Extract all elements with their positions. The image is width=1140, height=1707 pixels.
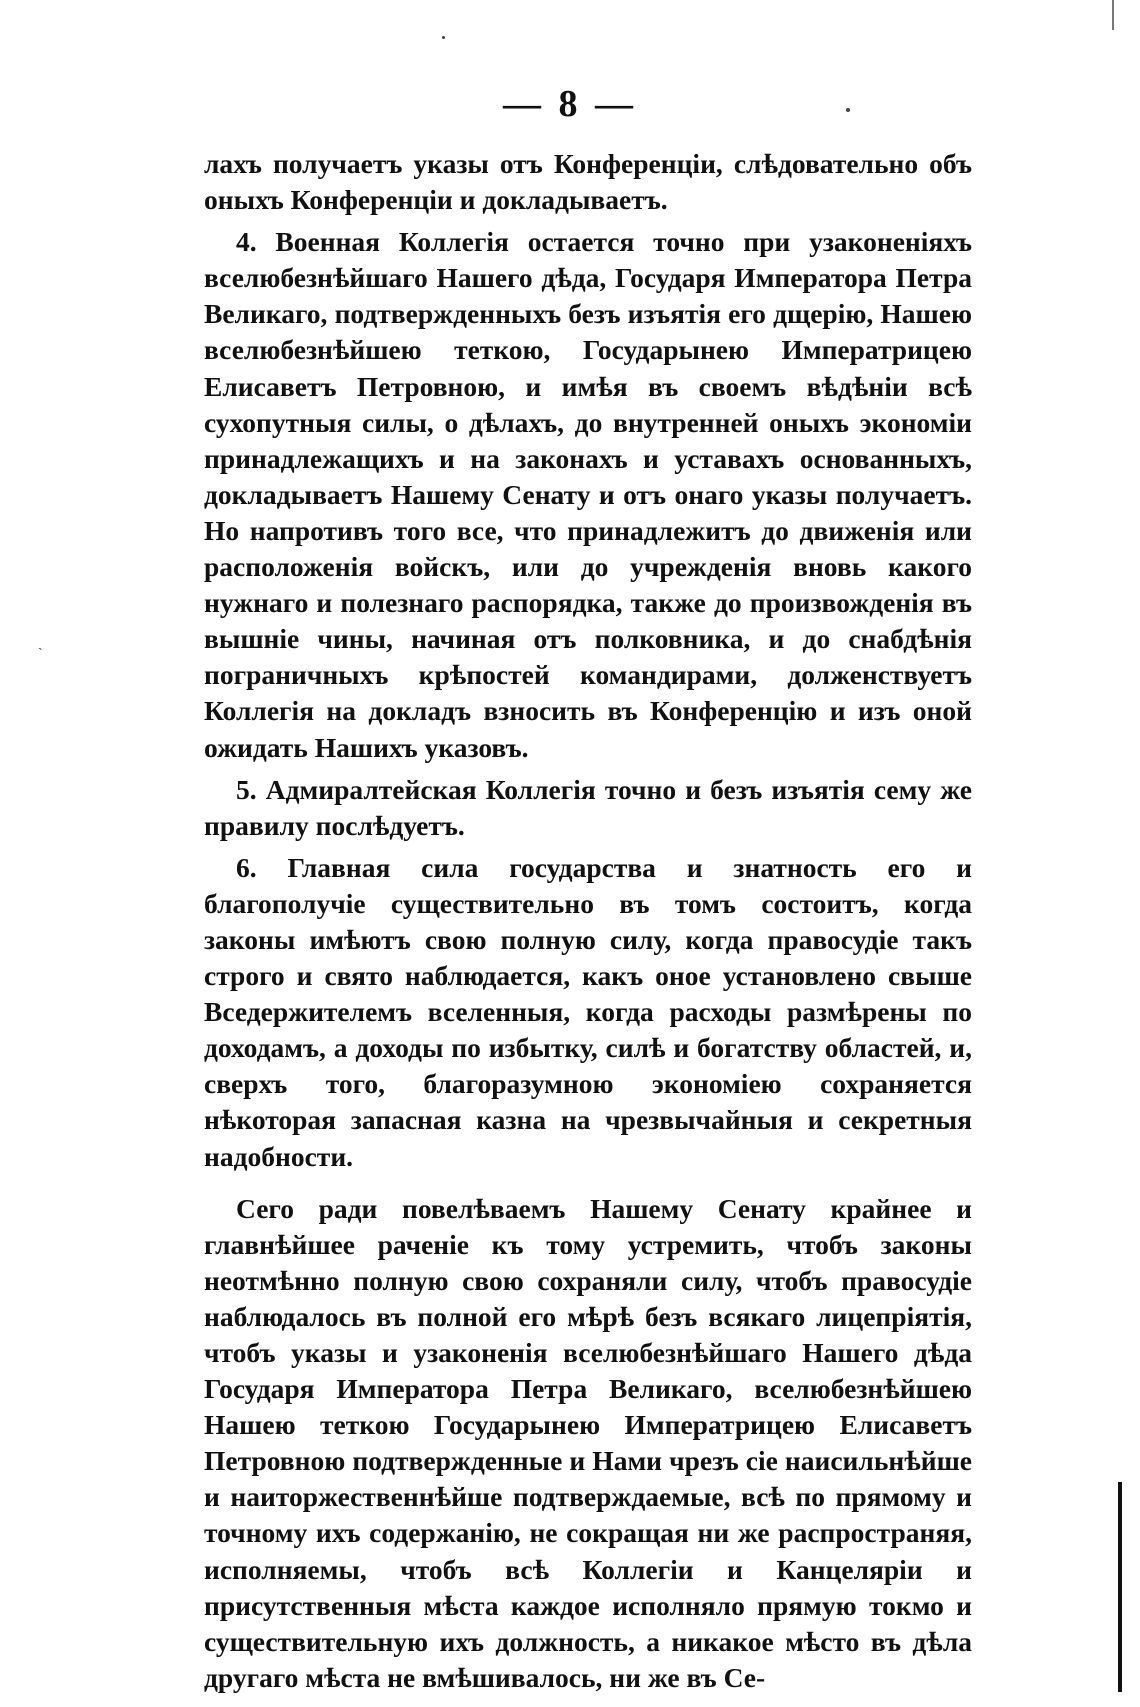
body-text	[204, 146, 972, 1696]
margin-mark: ˏ	[38, 635, 43, 651]
edge-line-top	[1112, 0, 1114, 30]
paragraph-article-5: 5. Адмиралтейская Коллегія точно и безъ изъятія сему же правилу послѣдуетъ.	[204, 773, 972, 841]
edge-line	[1118, 1482, 1122, 1692]
paragraph-article-6: 6. Главная сила государства и знатность его и благополучіе существительно въ томъ состоитъ, когда законы имѣютъ свою полную силу, когда правосудіе такъ строго и свято наблюдается, какъ оное установлено свыше Вседержителемъ вселенныя, когда расходы размѣрены по доходамъ, а доходы по избытку, силѣ и богатству областей, и, сверхъ того, благоразумною экономіею сохраняется нѣкоторая запасная казна на чрезвычайныя и секретныя надобности.	[204, 851, 972, 1172]
paragraph-article-4: 4. Военная Коллегія остается точно при узаконеніяхъ вселюбезнѣйшаго Нашего дѣда, Государя Императора Петра Великаго, подтвержденныхъ безъ изъятія его дщерію, Нашею вселюбезнѣйшею теткою, Государынею Императрицею Елисаветъ Петровною, и имѣя въ своемъ вѣдѣніи всѣ сухопутныя силы, о дѣлахъ, до внутренней оныхъ экономіи принадлежащихъ и на законахъ и уставахъ основанныхъ, докладываетъ Нашему Сенату и отъ онаго указы получаетъ. Но напротивъ того все, что принадлежитъ до движенія или расположенія войскъ, или до учрежденія вновь какого нужнаго и полезнаго распорядка, также до произвожденія въ вышніе чины, начиная отъ полковника, и до снабдѣнія пограничныхъ крѣпостей командирами, долженствуетъ Коллегія на докладъ взносить въ Конференцію и изъ оной ожидать Нашихъ указовъ.	[204, 226, 972, 763]
speck-dot	[846, 108, 850, 112]
paragraph-decree: Сего ради повелѣваемъ Нашему Сенату крайнее и главнѣйшее раченіе къ тому устремить, чтобъ законы неотмѣнно полную свою сохраняли силу, чтобъ правосудіе наблюдалось въ полной его мѣрѣ безъ всякаго лицепріятія, чтобъ указы и узаконенія вселюбезнѣйшаго Нашего дѣда Государя Императора Петра Великаго, вселюбезнѣйшею Нашею теткою Государынею Императрицею Елисаветъ Петровною подтвержденные и Нами чрезъ сіе наисильнѣйше и наиторжественнѣйше подтверждаемые, всѣ по прямому и точному ихъ содержанію, не сокращая ни же распространяя, исполняемы, чтобъ всѣ Коллегіи и Канцеляріи и присутственныя мѣста каждое исполняло прямую токмо и существительную ихъ должность, а никакое мѣсто въ дѣла другаго мѣста не вмѣшивалось, ни же въ Се-	[204, 1192, 972, 1693]
speck-dot	[442, 36, 445, 39]
paragraph-continuation: лахъ получаетъ указы отъ Конференціи, слѣдовательно объ оныхъ Конференціи и докладываетъ.	[204, 148, 972, 216]
page-number: — 8 —	[503, 83, 637, 125]
